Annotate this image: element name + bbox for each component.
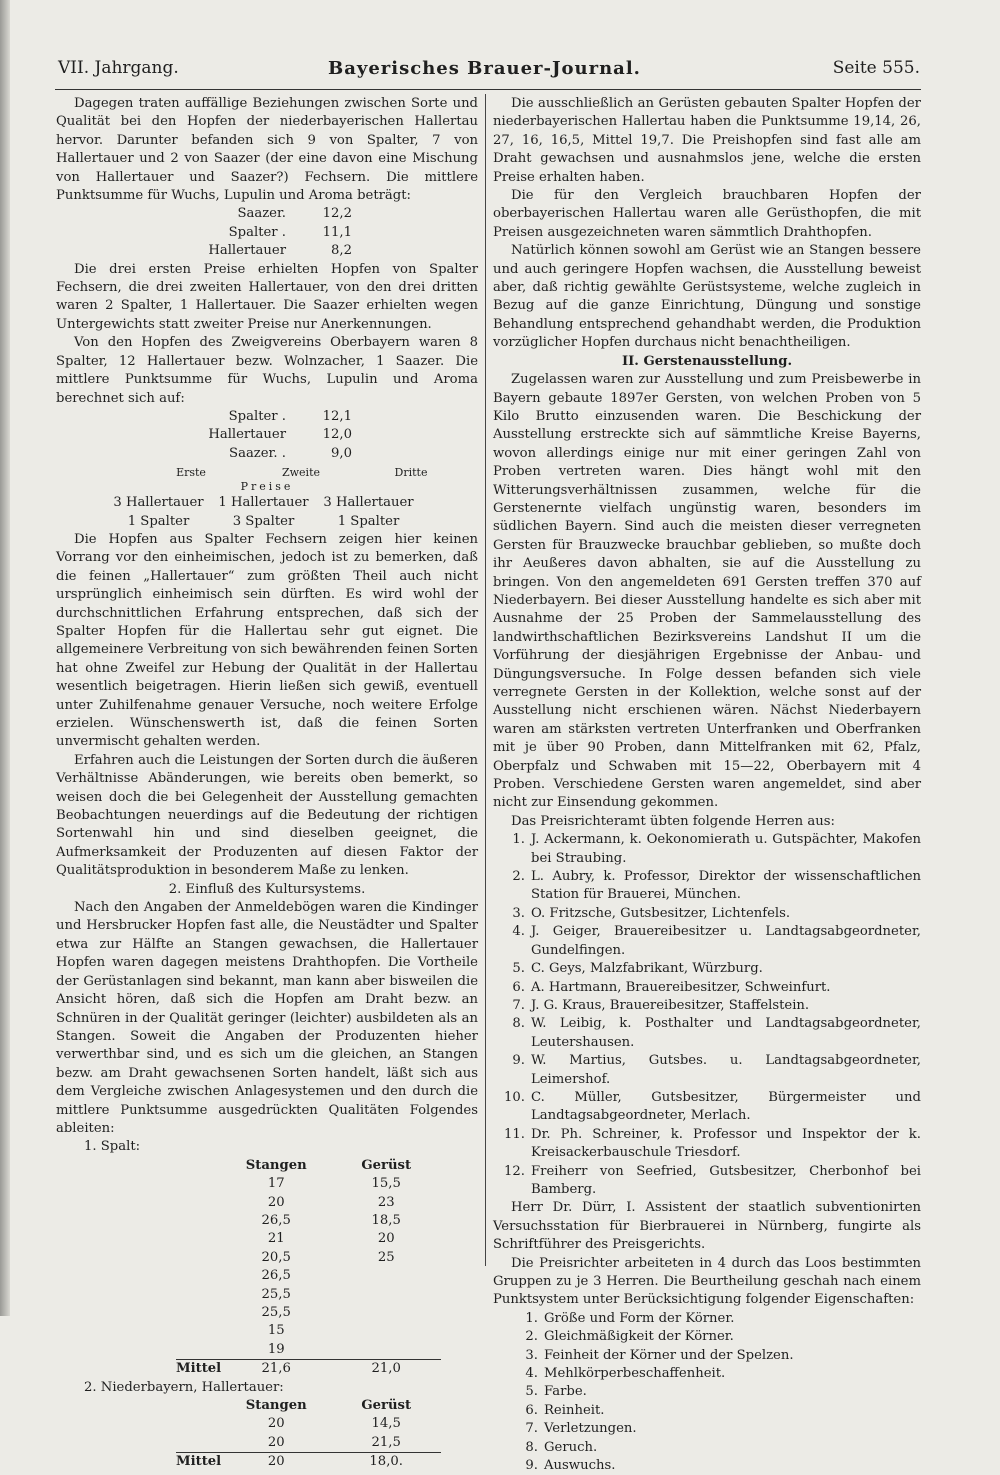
judge-entry <box>493 1052 921 1089</box>
judge-entry <box>493 1126 921 1163</box>
table-cell: 19 <box>267 1341 285 1357</box>
table-row <box>176 1212 441 1230</box>
prize-second-label: Zweite <box>281 466 321 480</box>
judge-entry <box>493 1163 921 1200</box>
table-row <box>196 224 478 242</box>
prize-cell: 1 Spalter <box>127 513 190 529</box>
table-cell <box>331 1286 441 1304</box>
table-row <box>176 1194 441 1212</box>
column-divider <box>485 94 486 1266</box>
subsection-title: 1. Spalt: <box>84 1139 141 1155</box>
paragraph: Die Preisrichter arbeiteten in 4 durch das Loos bestimmten Gruppen zu je 3 Herren. Die Beurtheilung geschah nach einem Punktsystem unter Berücksichtigung folgender Eigenschaften: <box>493 1255 921 1308</box>
table-row <box>176 1322 441 1340</box>
paragraph: Dagegen traten auffällige Beziehungen zwischen Sorte und Qualität bei den Hopfen der niederbayerischen Hallertau hervor. Darunter befanden sich 9 von Spalter, 7 von Hallertauer und 2 von Saazer (der eine davon eine Mischung von Hallertauer und Saazer?) Fechsern. Die mittlere Punktsumme für Wuchs, Lupulin und Aroma beträgt: <box>56 96 478 204</box>
row-label <box>176 1249 221 1267</box>
table-row <box>196 408 478 426</box>
judge-entry <box>493 1015 921 1052</box>
table-row <box>176 1434 441 1453</box>
item-text: Reinheit. <box>544 1402 605 1418</box>
variety-name: Spalter . <box>228 408 286 424</box>
paragraph: Herr Dr. Dürr, I. Assistent der staatlich subventionirten Versuchsstation für Bierbrauerei in Nürnberg, fungirte als Schriftführer des Preisgerichts. <box>493 1200 921 1253</box>
variety-name: Spalter . <box>228 224 286 240</box>
table-cell: 23 <box>377 1194 395 1210</box>
mean-label: Mittel <box>176 1453 221 1472</box>
column-header: Stangen <box>245 1157 307 1173</box>
item-text: W. Martius, Gutsbes. u. Landtagsabgeordneter, Leimershof. <box>531 1053 921 1087</box>
journal-title: Bayerisches Brauer-Journal. <box>328 58 641 79</box>
item-number: 1. <box>512 832 525 848</box>
column-header: Gerüst <box>361 1398 412 1414</box>
item-text: W. Leibig, k. Posthalter und Landtagsabgeordneter, Leutershausen. <box>531 1016 921 1050</box>
item-text: Auswuchs. <box>544 1458 616 1474</box>
criterion-entry <box>493 1402 921 1420</box>
score-value: 11,1 <box>322 224 352 240</box>
item-text: A. Hartmann, Brauereibesitzer, Schweinfurt. <box>531 979 831 995</box>
prize-cell: 3 Hallertauer <box>323 495 414 511</box>
volume-label: VII. Jahrgang. <box>58 58 179 78</box>
running-header <box>58 58 920 86</box>
judge-entry <box>493 923 921 960</box>
judges-list <box>493 831 921 1199</box>
item-number: 7. <box>525 1421 538 1437</box>
item-text: Farbe. <box>544 1384 587 1400</box>
item-number: 4. <box>525 1366 538 1382</box>
item-text: Feinheit der Körner und der Spelzen. <box>544 1347 794 1363</box>
item-number: 12. <box>504 1163 525 1179</box>
row-label <box>176 1230 221 1248</box>
row-label <box>176 1434 221 1453</box>
judge-entry <box>493 1089 921 1126</box>
table-cell: 26,5 <box>261 1268 291 1284</box>
row-label <box>176 1286 221 1304</box>
mean-label: Mittel <box>176 1360 221 1379</box>
table-row <box>176 1175 441 1193</box>
table-row <box>176 1267 441 1285</box>
score-table-oberbayern <box>196 408 478 463</box>
item-text: O. Fritzsche, Gutsbesitzer, Lichtenfels. <box>531 905 791 921</box>
column-header: Stangen <box>245 1398 307 1414</box>
section-heading: 2. Einfluß des Kultursystems. <box>168 881 366 897</box>
row-label <box>176 1212 221 1230</box>
item-number: 6. <box>525 1402 538 1418</box>
table-cell: 20 <box>267 1194 285 1210</box>
criterion-entry <box>493 1457 921 1475</box>
criterion-entry <box>493 1439 921 1457</box>
table-row <box>196 205 478 223</box>
score-table-niederbayern <box>196 205 478 260</box>
prize-row <box>106 494 478 512</box>
table-cell <box>331 1267 441 1285</box>
left-column <box>56 95 478 1472</box>
item-text: C. Geys, Malzfabrikant, Würzburg. <box>531 961 763 977</box>
table-row <box>176 1341 441 1360</box>
paragraph: Die drei ersten Preise erhielten Hopfen von Spalter Fechsern, die drei zweiten Hallertauer, von den drei dritten waren 2 Spalter, 1 Hallertauer. Die Saazer erhielten wegen Untergewichts statt zweiter Preise nur Anerkennungen. <box>56 261 478 332</box>
item-text: J. G. Kraus, Brauereibesitzer, Staffelstein. <box>531 997 810 1013</box>
item-number: 1. <box>525 1310 538 1326</box>
score-value: 9,0 <box>331 445 352 461</box>
mean-value: 21,6 <box>221 1360 331 1379</box>
variety-name: Hallertauer <box>208 427 286 443</box>
item-text: J. Ackermann, k. Oekonomierath u. Gutspächter, Makofen bei Straubing. <box>531 832 921 866</box>
judge-entry <box>493 997 921 1015</box>
table-header-row <box>176 1397 441 1415</box>
paragraph: Die für den Vergleich brauchbaren Hopfen der oberbayerischen Hallertau waren alle Gerüsthopfen, die mit Preisen ausgezeichneten waren sämmtlich Drahthopfen. <box>493 188 921 240</box>
row-label <box>176 1322 221 1340</box>
item-text: Mehlkörperbeschaffenheit. <box>544 1366 726 1382</box>
score-value: 12,0 <box>322 427 352 443</box>
table-row <box>176 1286 441 1304</box>
item-number: 4. <box>512 924 525 940</box>
row-label <box>176 1415 221 1433</box>
item-text: Verletzungen. <box>544 1421 637 1437</box>
item-number: 3. <box>512 905 525 921</box>
item-number: 9. <box>512 1053 525 1069</box>
prize-first-label: Erste <box>176 466 206 480</box>
prize-cell: 1 Hallertauer <box>218 495 309 511</box>
criterion-entry <box>493 1383 921 1401</box>
table-cell: 17 <box>267 1176 285 1192</box>
score-value: 12,1 <box>322 408 352 424</box>
column-header: Gerüst <box>361 1157 412 1173</box>
paragraph: Die ausschließlich an Gerüsten gebauten Spalter Hopfen der niederbayerischen Hallertau haben die Punktsumme 19,14, 26, 27, 16, 16,5, Mittel 19,7. Die Preishopfen sind fast alle am Draht gewachsen und ausnahmslos jene, welche die ersten Preise erhalten haben. <box>493 96 921 185</box>
criterion-entry <box>493 1310 921 1328</box>
table-sum-row <box>176 1360 441 1379</box>
paragraph: Natürlich können sowohl am Gerüst wie an Stangen bessere und auch geringere Hopfen wachsen, die Ausstellung beweist aber, daß richtig gewählte Gerüstsysteme, welche zugleich in Bezug auf die ganze Einrichtung, Düngung und sonstige Behandlung entsprechend gehandhabt werden, die Produktion vorzüglicher Hopfen durchaus nicht benachtheiligen. <box>493 243 921 351</box>
item-number: 2. <box>525 1329 538 1345</box>
judge-entry <box>493 960 921 978</box>
row-label <box>176 1304 221 1322</box>
score-value: 8,2 <box>331 243 352 259</box>
right-column <box>493 95 921 1475</box>
criterion-entry <box>493 1420 921 1438</box>
row-label <box>176 1194 221 1212</box>
row-label <box>176 1267 221 1285</box>
table-cell: 26,5 <box>261 1212 291 1228</box>
table-row <box>196 445 478 463</box>
paragraph: Zugelassen waren zur Ausstellung und zum Preisbewerbe in Bayern gebaute 1897er Gersten, von welchen Proben von 5 Kilo Brutto einzusenden waren. Die Beschickung der Ausstellung erstreckte sich auf sämmtliche Kreise Bayerns, wovon allerdings einige nur mit einer geringen Zahl von Proben vertreten waren. Dies hängt wohl mit den Witterungsverhältnissen zusammen, welche für die Gerstenernte vielfach ungünstig waren, besonders im südlichen Bayern. Sind auch die meisten dieser verregneten Gersten für Brauzwecke brauchbar geblieben, so mußte doch ihr Aeußeres davon abhalten, sie auf die Ausstellung zu bringen. Von den angemeldeten 691 Gersten treffen 370 auf Niederbayern. Bei dieser Ausstellung handelte es sich aber mit Ausnahme der 25 Proben der Sammelausstellung des landwirthschaftlichen Bezirksvereins Landshut II um die Vorführung der diesjährigen Ergebnisse der Anbau- und Düngungsversuche. In Folge dessen befanden sich viele verregnete Gersten in der Kollektion, welche sonst auf der Ausstellung nicht erschienen wären. Nächst Niederbayern waren am stärksten vertreten Unterfranken und Oberfranken mit je über 90 Proben, dann Mittelfranken mit 62, Pfalz, Oberpfalz und Schwaben mit 15—22, Oberbayern mit 4 Proben. Verschiedene Gersten waren angemeldet, sind aber nicht zur Einsendung gekommen. <box>493 372 921 811</box>
judge-entry <box>493 979 921 997</box>
score-value: 12,2 <box>322 206 352 222</box>
table-cell: 21,5 <box>371 1434 401 1450</box>
item-number: 9. <box>525 1458 538 1474</box>
item-number: 5. <box>525 1384 538 1400</box>
variety-name: Saazer. . <box>229 445 286 461</box>
prize-subheading: Preise <box>240 480 294 494</box>
comparison-table-spalt <box>176 1157 441 1379</box>
table-cell: 14,5 <box>371 1416 401 1432</box>
table-cell: 25 <box>377 1249 395 1265</box>
item-text: Dr. Ph. Schreiner, k. Professor und Inspektor der k. Kreisackerbauschule Triesdorf. <box>531 1126 921 1161</box>
table-cell <box>331 1304 441 1322</box>
mean-value: 18,0. <box>331 1453 441 1472</box>
item-number: 6. <box>512 979 525 995</box>
page-number: Seite 555. <box>832 58 920 78</box>
table-row <box>176 1415 441 1433</box>
paragraph: Von den Hopfen des Zweigvereins Oberbayern waren 8 Spalter, 12 Hallertauer bezw. Wolnzacher, 1 Saazer. Die mittlere Punktsumme für Wuchs, Lupulin und Aroma berechnet sich auf: <box>56 335 478 406</box>
table-cell: 20 <box>377 1231 395 1247</box>
item-number: 2. <box>512 869 525 885</box>
table-header-row <box>176 1157 441 1175</box>
judge-entry <box>493 868 921 905</box>
table-cell: 20 <box>267 1434 285 1450</box>
item-text: Größe und Form der Körner. <box>544 1310 735 1326</box>
item-number: 3. <box>525 1347 538 1363</box>
item-number: 10. <box>504 1089 525 1105</box>
prize-cell: 3 Spalter <box>232 513 295 529</box>
prize-cell: 3 Hallertauer <box>113 495 204 511</box>
item-text: J. Geiger, Brauereibesitzer u. Landtagsabgeordneter, Gundelfingen. <box>531 924 921 958</box>
prize-third-label: Dritte <box>394 466 428 480</box>
prize-header <box>136 465 478 480</box>
table-cell: 20 <box>267 1416 285 1432</box>
item-text: C. Müller, Gutsbesitzer, Bürgermeister und Landtagsabgeordneter, Merlach. <box>531 1089 921 1124</box>
criterion-entry <box>493 1365 921 1383</box>
section-heading: II. Gerstenausstellung. <box>621 353 793 369</box>
paragraph: Erfahren auch die Leistungen der Sorten durch die äußeren Verhältnisse Abänderungen, wie bereits oben bemerkt, so weisen doch die bei Gelegenheit der Ausstellung gemachten Beobachtungen neuerdings auf die Bedeutung der richtigen Sortenwahl hin und sind dieselben geeignet, die Aufmerksamkeit der Produzenten auf diesen Faktor der Qualitätsproduktion in besonderem Maße zu lenken. <box>56 752 478 879</box>
mean-value: 20 <box>221 1453 331 1472</box>
criteria-list <box>493 1310 921 1475</box>
item-text: Gleichmäßigkeit der Körner. <box>544 1329 734 1345</box>
variety-name: Hallertauer <box>208 243 286 259</box>
table-sum-row <box>176 1453 441 1472</box>
table-row <box>176 1230 441 1248</box>
row-label <box>176 1341 221 1360</box>
criterion-entry <box>493 1328 921 1346</box>
criterion-entry <box>493 1347 921 1365</box>
prize-cell: 1 Spalter <box>337 513 400 529</box>
table-cell: 21 <box>267 1231 285 1247</box>
header-rule <box>55 89 921 90</box>
mean-value: 21,0 <box>331 1360 441 1379</box>
item-text: L. Aubry, k. Professor, Direktor der wissenschaftlichen Station für Brauerei, München. <box>531 869 921 903</box>
table-row <box>176 1304 441 1322</box>
item-number: 8. <box>525 1439 538 1455</box>
item-number: 7. <box>512 997 525 1013</box>
item-number: 5. <box>512 961 525 977</box>
row-label <box>176 1175 221 1193</box>
table-cell: 15 <box>267 1323 285 1339</box>
table-cell: 25,5 <box>261 1286 291 1302</box>
table-cell: 20,5 <box>261 1249 291 1265</box>
table-row <box>196 242 478 260</box>
prize-row <box>106 513 478 531</box>
item-number: 8. <box>512 1016 525 1032</box>
table-cell <box>331 1322 441 1340</box>
item-text: Freiherr von Seefried, Gutsbesitzer, Cherbonhof bei Bamberg. <box>531 1163 921 1197</box>
subsection-title: 2. Niederbayern, Hallertauer: <box>84 1379 284 1395</box>
paragraph: Das Preisrichteramt übten folgende Herren aus: <box>511 813 835 829</box>
comparison-table-niederbayern <box>176 1397 441 1472</box>
item-number: 11. <box>504 1126 525 1142</box>
table-cell: 25,5 <box>261 1305 291 1320</box>
table-row <box>176 1249 441 1267</box>
table-cell: 15,5 <box>371 1176 401 1192</box>
variety-name: Saazer. <box>237 206 286 222</box>
page-edge-shadow <box>0 0 10 1316</box>
item-text: Geruch. <box>544 1439 598 1455</box>
table-row <box>196 426 478 444</box>
paragraph: Die Hopfen aus Spalter Fechsern zeigen hier keinen Vorrang vor den einheimischen, jedoch ist zu bemerken, daß die feinen „Hallertauer“ zum größten Theil auch nicht ursprünglich einheimisch sein dürften. Es wird wohl der durchschnittlichen Erfahrung entsprechen, daß sich der Spalter Hopfen für die Hallertau sehr gut eignet. Die allgemeinere Verbreitung von sich bewährenden feinen Sorten hat ohne Zweifel zur Hebung der Qualität in der Hallertau wesentlich beigetragen. Hierin ließen sich gewiß, eventuell unter Zuhilfenahme genauer Versuche, noch weitere Erfolge erzielen. Wünschenswerth ist, daß die feinen Sorten unvermischt gehalten werden. <box>56 531 478 750</box>
judge-entry <box>493 831 921 868</box>
judge-entry <box>493 905 921 923</box>
table-cell <box>331 1341 441 1360</box>
paragraph: Nach den Angaben der Anmeldebögen waren die Kindinger und Hersbrucker Hopfen fast alle, die Neustädter und Spalter etwa zur Hälfte an Stangen gewachsen, die Hallertauer Hopfen waren dagegen meistens Drahthopfen. Die Vortheile der Gerüstanlagen sind bekannt, man kann aber bisweilen die Ansicht hören, daß sich die Hopfen am Draht bezw. an Schnüren in der Qualität geringer (leichter) ausbildeten als an Stangen. Soweit die Angaben der Produzenten hieher verwerthbar sind, und es sich um die gleichen, an Stangen bezw. am Draht gewachsenen Sorten handelt, läßt sich aus dem Vergleiche zwischen Anlagesystemen und den durch die mittlere Punktsumme ausgedrückten Qualitäten Folgendes ableiten: <box>56 900 478 1136</box>
table-cell: 18,5 <box>371 1212 401 1228</box>
